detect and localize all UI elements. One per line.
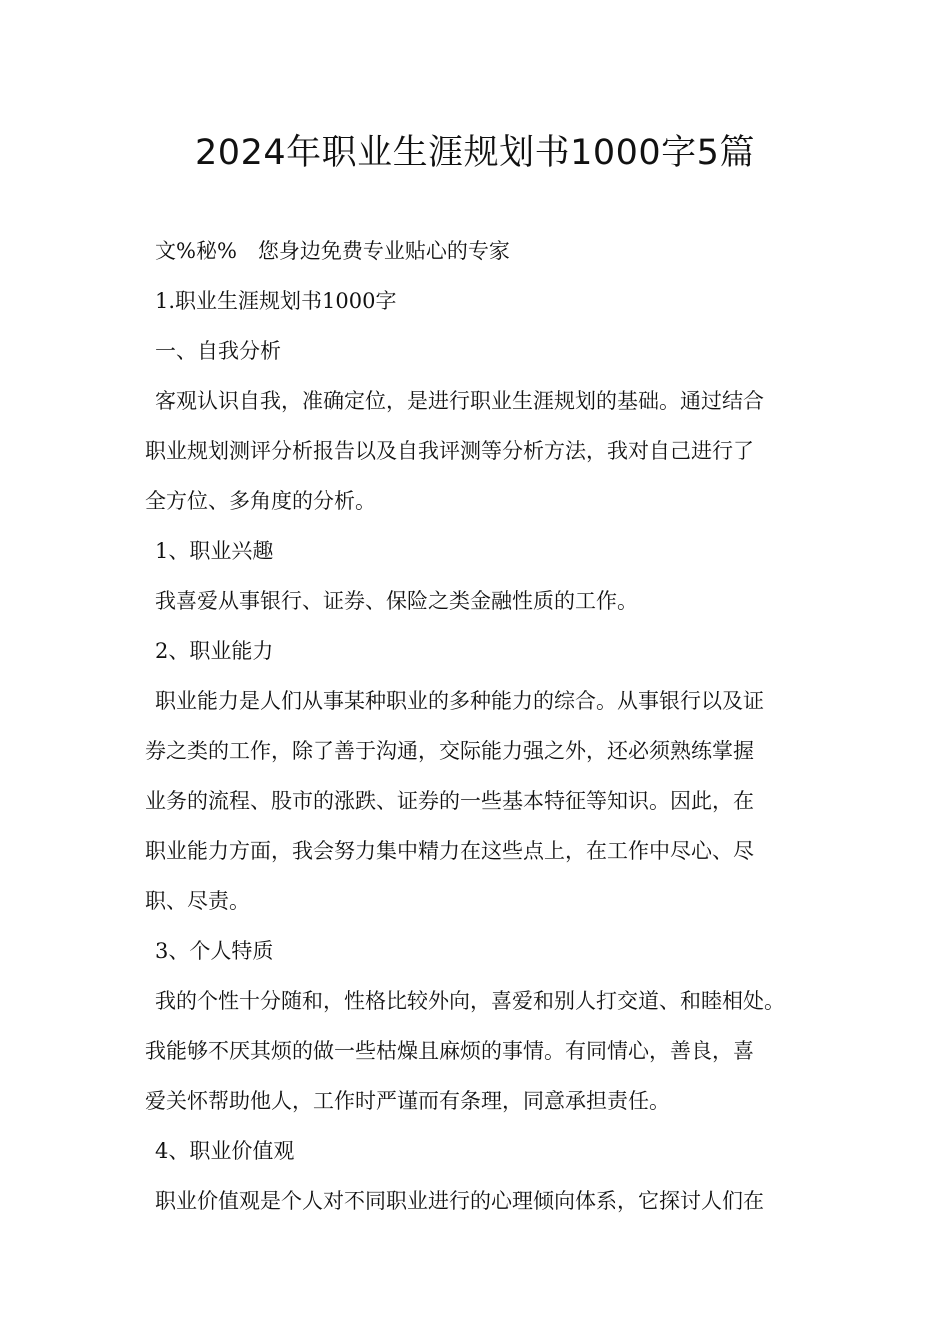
section-heading: 一、自我分析 xyxy=(155,339,281,363)
body-line: 我喜爱从事银行、证券、保险之类金融性质的工作。 xyxy=(155,589,638,613)
section-heading: 1、职业兴趣 xyxy=(155,539,274,563)
document-body xyxy=(145,226,835,1226)
body-line: 爱关怀帮助他人，工作时严谨而有条理，同意承担责任。 xyxy=(145,1089,670,1113)
body-line: 券之类的工作，除了善于沟通，交际能力强之外，还必须熟练掌握 xyxy=(145,739,754,763)
document-title: 2024年职业生涯规划书1000字5篇 xyxy=(195,133,755,173)
body-line: 业务的流程、股市的涨跌、证券的一些基本特征等知识。因此，在 xyxy=(145,789,754,813)
body-line: 文%秘% 您身边免费专业贴心的专家 xyxy=(155,239,510,263)
body-line: 职业能力方面，我会努力集中精力在这些点上，在工作中尽心、尽 xyxy=(145,839,754,863)
section-heading: 4、职业价值观 xyxy=(155,1139,295,1163)
section-heading: 1.职业生涯规划书1000字 xyxy=(155,289,397,313)
body-line: 职业能力是人们从事某种职业的多种能力的综合。从事银行以及证 xyxy=(155,689,764,713)
body-line: 我的个性十分随和，性格比较外向，喜爱和别人打交道、和睦相处。 xyxy=(155,989,785,1013)
body-line: 职业价值观是个人对不同职业进行的心理倾向体系，它探讨人们在 xyxy=(155,1189,764,1213)
section-heading: 3、个人特质 xyxy=(155,939,274,963)
body-line: 职业规划测评分析报告以及自我评测等分析方法，我对自己进行了 xyxy=(145,439,754,463)
body-line: 全方位、多角度的分析。 xyxy=(145,489,376,513)
body-line: 客观认识自我，准确定位，是进行职业生涯规划的基础。通过结合 xyxy=(155,389,764,413)
body-line: 职、尽责。 xyxy=(145,889,250,913)
section-heading: 2、职业能力 xyxy=(155,639,274,663)
body-line: 我能够不厌其烦的做一些枯燥且麻烦的事情。有同情心，善良，喜 xyxy=(145,1039,754,1063)
